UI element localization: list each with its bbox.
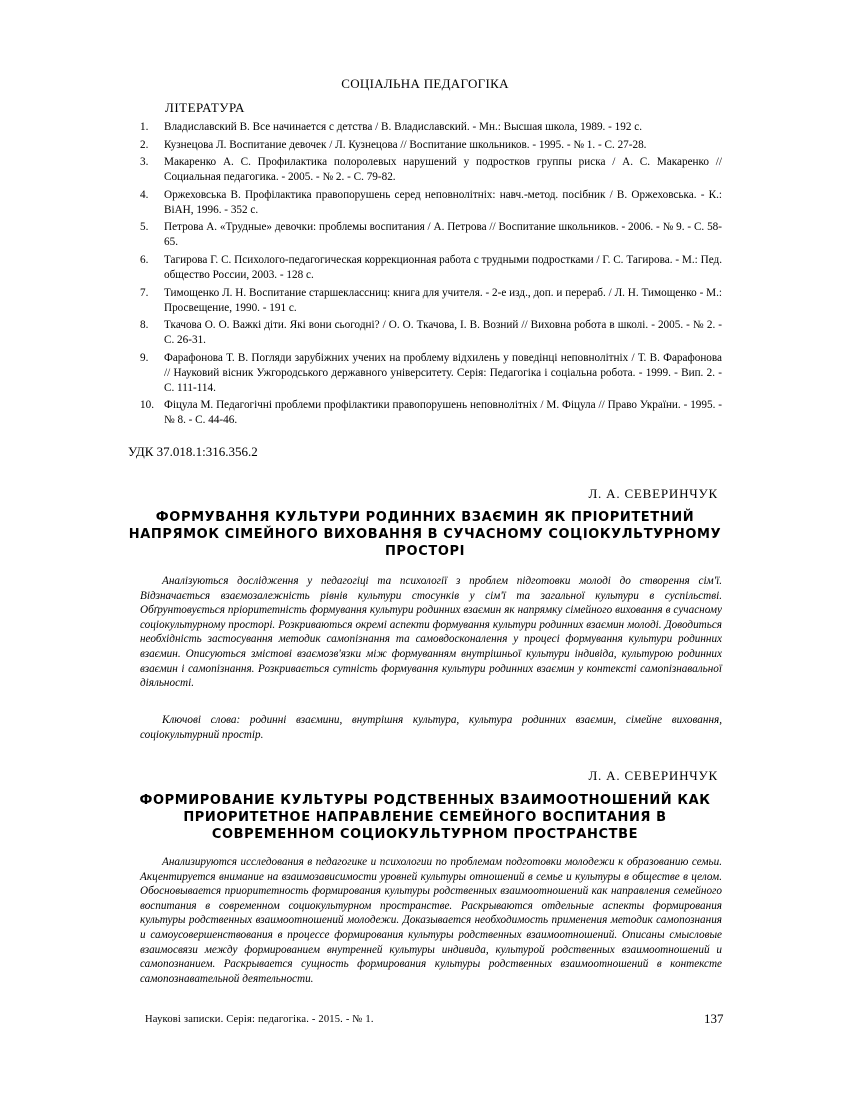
reference-item [140, 286, 722, 316]
reference-text: Оржеховська В. Профілактика правопорушень серед неповнолітніх: навч.-метод. посібник / В. Оржеховська. - К.: ВіАН, 1996. - 352 с. [164, 188, 722, 216]
reference-item [140, 318, 722, 348]
reference-text: Тагирова Г. С. Психолого-педагогическая коррекционная работа с трудными подростками / Г. С. Тагирова. - М.: Пед. общество России, 2003. - 128 с. [164, 253, 722, 281]
reference-number: 5. [140, 221, 149, 234]
reference-item [140, 253, 722, 283]
reference-number: 8. [140, 319, 149, 332]
reference-number: 4. [140, 188, 149, 201]
reference-number: 9. [140, 351, 149, 364]
reference-text: Фіцула М. Педагогічні проблеми профілактики правопорушень неповнолітніх / М. Фіцула // Право України. - 1995. - № 8. - С. 44-46. [164, 399, 722, 427]
reference-number: 7. [140, 286, 149, 299]
page-number: 137 [704, 1011, 724, 1026]
footer-journal: Наукові записки. Серія: педагогіка. - 2015. - № 1. [145, 1014, 374, 1025]
abstract-uk: Аналізуються дослідження у педагогіці та психології з проблем підготовки молоді до створення сім'ї. Відзначається взаємозалежність рівнів культури стосунків у сім'ї та загальної культури в суспільстві. Обґрунтовується пріоритетність формування культури родинних взаємин як напрямку сімейного виховання в сучасному соціокультурному просторі. Розкриваються окремі аспекти формування культури родинних взаємин молоді. Доводиться необхідність застосування методик самопізнання та самовдосконалення у процесі формування культури родинних взаємин. Описуються змістові взаємозв'язки між формуванням внутрішньої культури індивіда, культурою родинних взаємин і самопізнання. Розкривається сутність формування культури родинних взаємин у контексті самопізнавальної діяльності. [140, 575, 722, 690]
reference-item [140, 220, 722, 250]
udc-code: УДК 37.018.1:316.356.2 [128, 444, 258, 459]
reference-item [140, 120, 722, 135]
reference-list [140, 120, 722, 431]
article-title-uk: ФОРМУВАННЯ КУЛЬТУРИ РОДИННИХ ВЗАЄМИН ЯК ПРІОРИТЕТНИЙ НАПРЯМОК СІМЕЙНОГО ВИХОВАННЯ В СУЧАСНОМУ СОЦІОКУЛЬТУРНОМУ ПРОСТОРІ [128, 510, 722, 559]
reference-number: 6. [140, 253, 149, 266]
reference-text: Макаренко А. С. Профилактика полоролевых нарушений у подростков группы риска / А. С. Макаренко // Социальная педагогика. - 2005. - № 2. - С. 79-82. [164, 156, 722, 184]
running-header: СОЦІАЛЬНА ПЕДАГОГІКА [341, 76, 509, 91]
article-title-ru: ФОРМИРОВАНИЕ КУЛЬТУРЫ РОДСТВЕННЫХ ВЗАИМООТНОШЕНИЙ КАК ПРИОРИТЕТНОЕ НАПРАВЛЕНИЕ СЕМЕЙНОГО ВОСПИТАНИЯ В СОВРЕМЕННОМ СОЦИОКУЛЬТУРНОМ ПРОСТРАНСТВЕ [139, 793, 711, 842]
reference-item [140, 155, 722, 185]
reference-item [140, 351, 722, 396]
reference-text: Кузнецова Л. Воспитание девочек / Л. Кузнецова // Воспитание школьников. - 1995. - № 1. - С. 27-28. [164, 138, 647, 151]
author-uk: Л. А. СЕВЕРИНЧУК [588, 486, 718, 501]
reference-item [140, 398, 722, 428]
author-ru: Л. А. СЕВЕРИНЧУК [588, 768, 718, 783]
reference-text: Тимощенко Л. Н. Воспитание старшеклассниц: книга для учителя. - 2-е изд., доп. и перераб. / Л. Н. Тимощенко - М.: Просвещение, 1990. - 191 с. [164, 286, 722, 314]
reference-number: 1. [140, 121, 149, 133]
literature-heading: ЛІТЕРАТУРА [165, 100, 245, 115]
reference-text: Петрова А. «Трудные» девочки: проблемы воспитания / А. Петрова // Воспитание школьников. - 2006. - № 9. - С. 58-65. [164, 221, 722, 249]
keywords-uk: Ключові слова: родинні взаємини, внутрішня культура, культура родинних взаємин, сімейне виховання, соціокультурний простір. [140, 714, 722, 741]
reference-number: 10. [140, 399, 154, 412]
reference-item [140, 188, 722, 218]
reference-text: Ткачова О. О. Важкі діти. Які вони сьогодні? / О. О. Ткачова, І. В. Возний // Виховна робота в школі. - 2005. - № 2. - С. 26-31. [164, 319, 722, 347]
reference-text: Фарафонова Т. В. Погляди зарубіжних учених на проблему відхилень у поведінці неповнолітніх / Т. В. Фарафонова // Науковий вісник Ужгородського державного університету. Серія: Педагогіка і соціальна робота. - 1999. - Вип. 2. - С. 111-114. [164, 351, 722, 394]
reference-text: Владиславский В. Все начинается с детства / В. Владиславский. - Мн.: Высшая школа, 1989. - 192 с. [164, 121, 643, 133]
reference-number: 2. [140, 138, 149, 151]
reference-number: 3. [140, 156, 149, 169]
reference-item [140, 138, 722, 153]
abstract-ru: Анализируются исследования в педагогике и психологии по проблемам подготовки молодежи к образованию семьи. Акцентируется внимание на взаимозависимости уровней культуры отношений в семье и культуры в обществе в целом. Обосновывается приоритетность формирования культуры родственных взаимоотношений как направления семейного воспитания в современном социокультурном пространстве. Раскрываются отдельные аспекты формирования культуры родственных взаимоотношений молодежи. Доказывается необходимость применения методик самопознания и самоусовершенствования в процессе формирования культуры родственных взаимоотношений. Описаны смысловые взаимосвязи между формированием внутренней культуры индивида, культурой родственных взаимоотношений и самопознанием. Раскрывается сущность формирования культуры родственных взаимоотношений в контексте самопознавательной деятельности. [140, 856, 722, 985]
